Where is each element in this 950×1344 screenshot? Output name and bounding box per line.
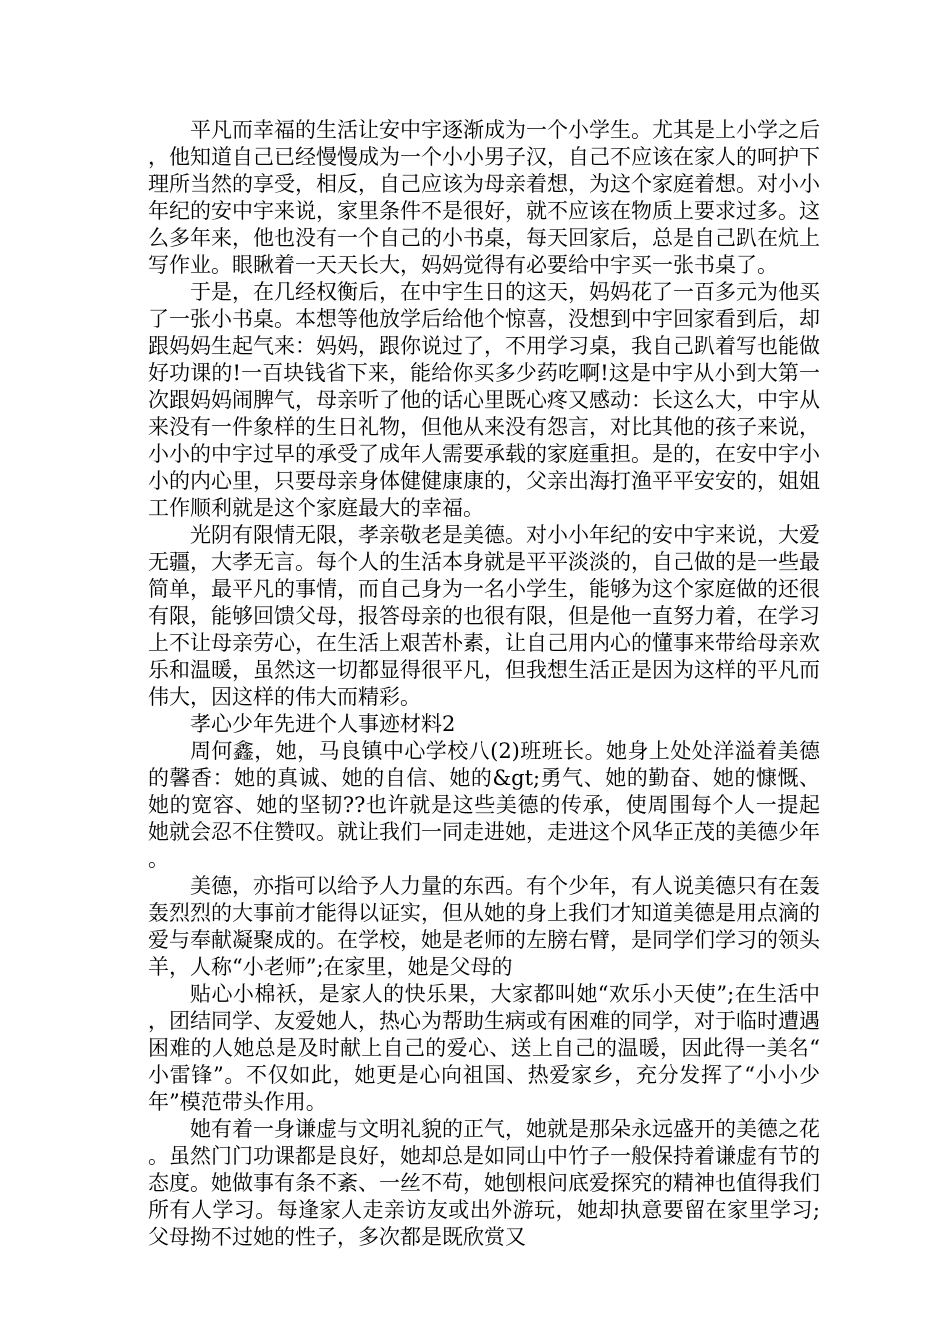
section-heading: 孝心少年先进个人事迹材料2 [190,712,456,736]
paragraph-7: 她有着一身谦虚与文明礼貌的正气，她就是那朵永远盛开的美德之花。虽然门门功课都是良好，她却总是如同山中竹子一般保持着谦虚有节的态度。她做事有条不紊、一丝不苟，她刨根问底爱探究的精神也值得我们所有人学习。每逢家人走亲访友或出外游玩，她却执意要留在家里学习;父母拗不过她的性子，多次都是既欣赏又 [148,1117,820,1249]
paragraph-4: 周何鑫，她，马良镇中心学校八(2)班班长。她身上处处洋溢着美德的馨香：她的真诚、她的自信、她的&gt;勇气、她的勤奋、她的慷慨、她的宽容、她的坚韧??也许就是这些美德的传承，使周围每个人一提起她就会忍不住赞叹。就让我们一同走进她，走进这个风华正茂的美德少年。 [148,739,820,871]
document-page [148,117,820,1251]
paragraph-5: 美德，亦指可以给予人力量的东西。有个少年，有人说美德只有在轰轰烈烈的大事前才能得以证实，但从她的身上我们才知道美德是用点滴的爱与奉献凝聚成的。在学校，她是老师的左膀右臂，是同学们学习的领头羊，人称“小老师”;在家里，她是父母的 [148,874,820,979]
paragraph-3: 光阴有限情无限，孝亲敬老是美德。对小小年纪的安中宇来说，大爱无疆，大孝无言。每个人的生活本身就是平平淡淡的，自己做的是一些最简单，最平凡的事情，而自己身为一名小学生，能够为这个家庭做的还很有限，能够回馈父母，报答母亲的也很有限，但是他一直努力着，在学习上不让母亲劳心，在生活上艰苦朴素，让自己用内心的懂事来带给母亲欢乐和温暖，虽然这一切都显得很平凡，但我想生活正是因为这样的平凡而伟大，因这样的伟大而精彩。 [148,523,820,709]
paragraph-2: 于是，在几经权衡后，在中宇生日的这天，妈妈花了一百多元为他买了一张小书桌。本想等他放学后给他个惊喜，没想到中宇回家看到后，却跟妈妈生起气来：妈妈，跟你说过了，不用学习桌，我自己趴着写也能做好功课的!一百块钱省下来，能给你买多少药吃啊!这是中宇从小到大第一次跟妈妈闹脾气，母亲听了他的话心里既心疼又感动：长这么大，中宇从来没有一件象样的生日礼物，但他从来没有怨言，对比其他的孩子来说，小小的中宇过早的承受了成年人需要承载的家庭重担。是的，在安中宇小小的内心里，只要母亲身体健健康康的，父亲出海打渔平平安安的，姐姐工作顺利就是这个家庭最大的幸福。 [148,280,820,520]
paragraph-1: 平凡而幸福的生活让安中宇逐渐成为一个小学生。尤其是上小学之后，他知道自己已经慢慢成为一个小小男子汉，自己不应该在家人的呵护下理所当然的享受，相反，自己应该为母亲着想，为这个家庭着想。对小小年纪的安中宇来说，家里条件不是很好，就不应该在物质上要求过多。这么多年来，他也没有一个自己的小书桌，每天回家后，总是自己趴在炕上写作业。眼瞅着一天天长大，妈妈觉得有必要给中宇买一张书桌了。 [148,118,820,277]
paragraph-6: 贴心小棉袄，是家人的快乐果，大家都叫她“欢乐小天使”;在生活中，团结同学、友爱她人，热心为帮助生病或有困难的同学，对于临时遭遇困难的人她总是及时献上自己的爱心、送上自己的温暖，因此得一美名“小雷锋”。不仅如此，她更是心向祖国、热爱家乡，充分发挥了“小小少年”模范带头作用。 [148,982,820,1114]
